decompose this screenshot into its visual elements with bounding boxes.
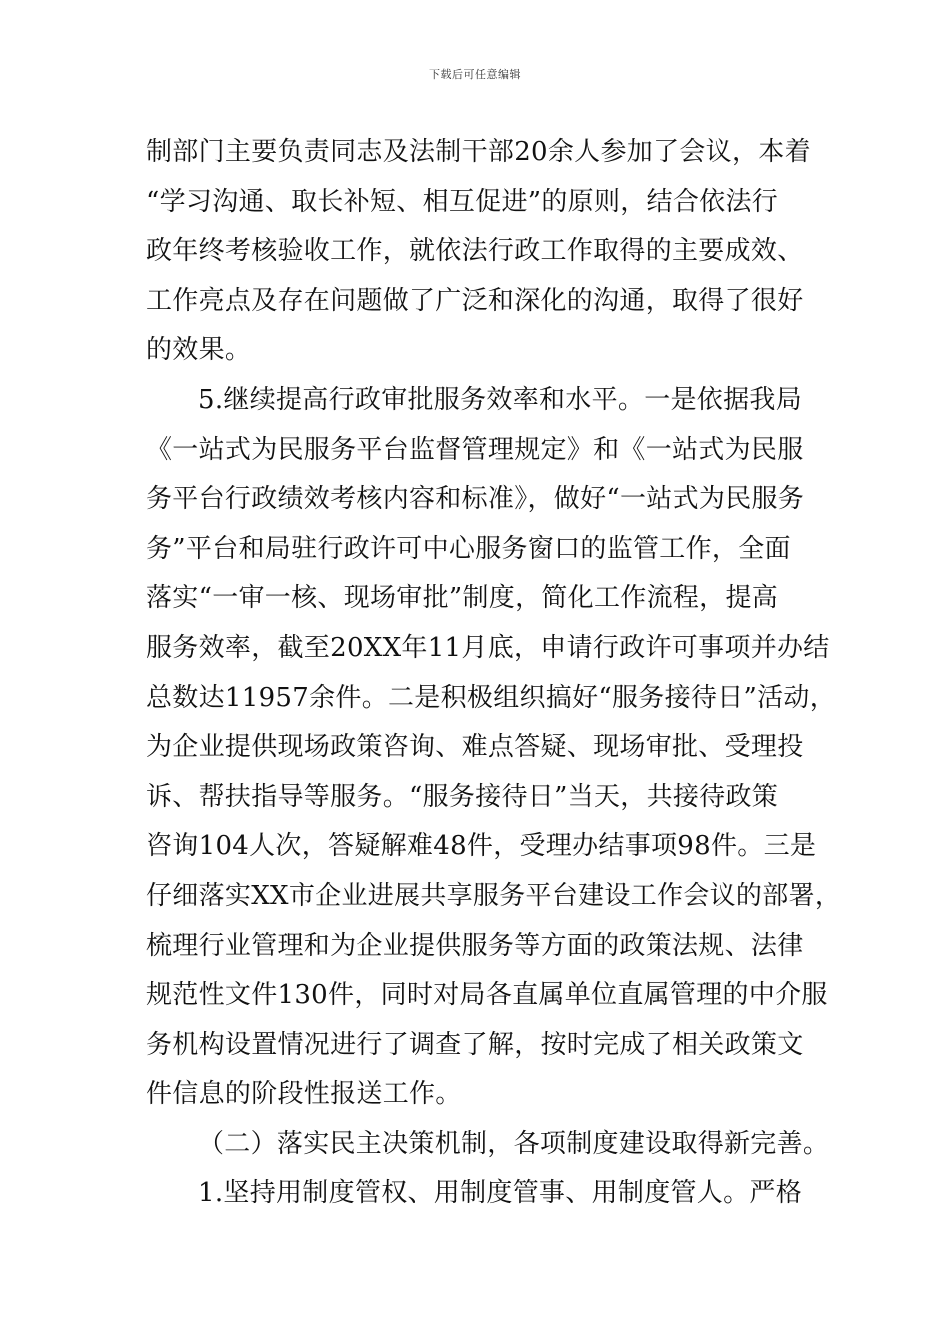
text-line: 务平台行政绩效考核内容和标准》，做好“一站式为民服务 (146, 484, 805, 515)
text-line: 《一站式为民服务平台监督管理规定》和《一站式为民服 (146, 434, 804, 465)
text-line: 服务效率，截至20XX年11月底，申请行政许可事项并办结 (146, 632, 830, 663)
paragraph-start-line: 5.继续提高行政审批服务效率和水平。一是依据我局 (198, 384, 803, 415)
text-line: “学习沟通、取长补短、相互促进”的原则，结合依法行 (146, 186, 779, 217)
text-line: 梳理行业管理和为企业提供服务等方面的政策法规、法律 (146, 930, 804, 961)
text-line: 件信息的阶段性报送工作。 (146, 1079, 462, 1110)
text-line: 制部门主要负责同志及法制干部20余人参加了会议，本着 (146, 137, 811, 167)
paragraph-start-line: 1.坚持用制度管权、用制度管事、用制度管人。严格 (198, 1178, 803, 1209)
text-line: 诉、帮扶指导等服务。“服务接待日”当天，共接待政策 (146, 781, 779, 812)
text-line: 总数达11957余件。二是积极组织搞好“服务接待日”活动， (146, 682, 836, 713)
text-line: 工作亮点及存在问题做了广泛和深化的沟通，取得了很好 (146, 285, 804, 316)
page-header: 下载后可任意编辑 (429, 68, 521, 81)
text-line: 咨询104人次，答疑解难48件，受理办结事项98件。三是 (146, 831, 817, 862)
text-line: 仔细落实XX市企业进展共享服务平台建设工作会议的部署， (146, 880, 842, 911)
text-line: 务”平台和局驻行政许可中心服务窗口的监管工作，全面 (146, 533, 791, 564)
document-body (146, 128, 842, 1219)
text-line: 务机构设置情况进行了调查了解，按时完成了相关政策文 (146, 1029, 804, 1060)
text-line: 为企业提供现场政策咨询、难点答疑、现场审批、受理投 (146, 732, 804, 763)
section-heading: （二）落实民主决策机制，各项制度建设取得新完善。 (198, 1128, 830, 1159)
text-line: 的效果。 (146, 335, 252, 366)
text-line: 规范性文件130件，同时对局各直属单位直属管理的中介服 (146, 980, 828, 1011)
text-line: 落实“一审一核、现场审批”制度，简化工作流程，提高 (146, 583, 779, 614)
text-line: 政年终考核验收工作，就依法行政工作取得的主要成效、 (146, 236, 804, 267)
